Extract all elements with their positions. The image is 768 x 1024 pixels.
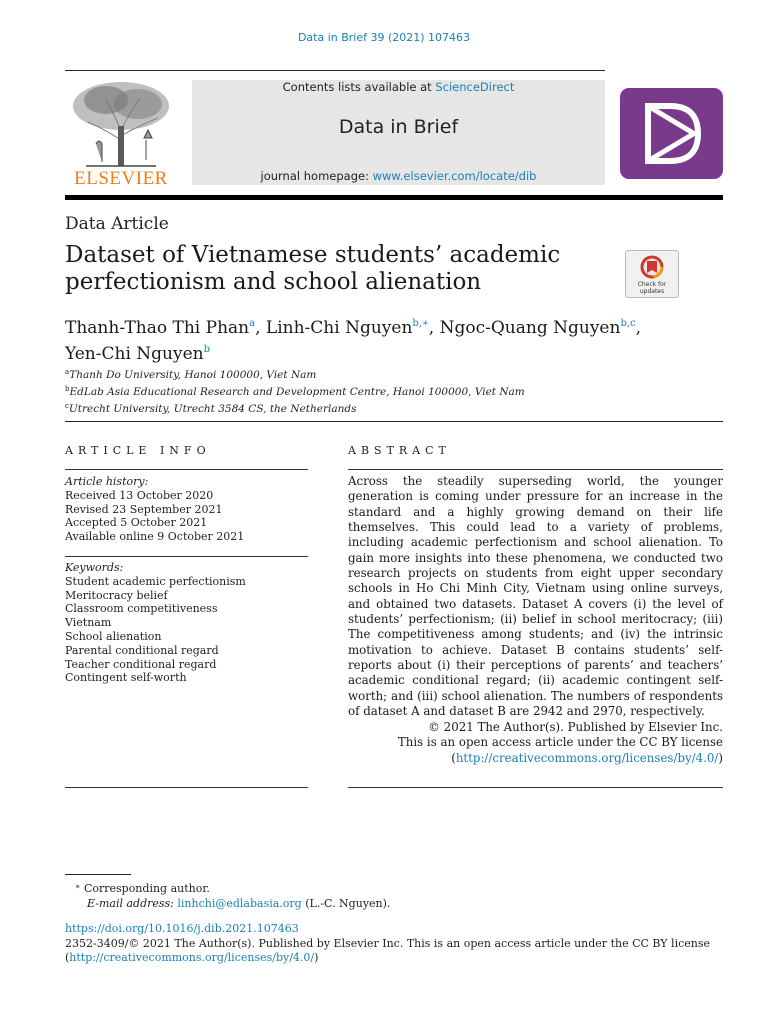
journal-name: Data in Brief: [338, 116, 459, 138]
author: Linh-Chi Nguyen: [265, 318, 413, 338]
license-line: This is an open access article under the CC BY license: [397, 735, 723, 750]
author: Thanh-Thao Thi Phan: [65, 318, 250, 338]
author-list: [65, 313, 715, 365]
data-in-brief-logo: [620, 88, 723, 179]
abstract-copyright: [348, 720, 723, 766]
affiliation: $^c$Utrecht University, Utrecht 3584 CS, the Netherlands: [65, 402, 357, 415]
keyword: Meritocracy belief: [65, 588, 168, 602]
abstract-rule: [348, 469, 723, 470]
keyword: Contingent self-worth: [65, 671, 187, 685]
abstract-rule: [348, 787, 723, 788]
keyword: Vietnam: [65, 616, 112, 630]
article-title: Dataset of Vietnamese students’ academic perfectionism and school alienation: [65, 242, 561, 295]
check-updates-icon: [626, 251, 678, 297]
keyword: Student academic perfectionism: [65, 574, 246, 588]
author-separator: ,: [428, 318, 440, 338]
check-for-updates-button[interactable]: [625, 250, 679, 298]
footer-license-link[interactable]: http://creativecommons.org/licenses/by/4.0/: [69, 951, 315, 965]
footnote: [65, 879, 715, 911]
email-note: E-mail address: linhchi@edlabasia.org (L.-C. Nguyen).: [87, 897, 391, 910]
keyword-list: [65, 561, 308, 685]
affiliation-list: [65, 365, 715, 416]
info-rule: [65, 469, 308, 470]
author-separator: ,: [255, 318, 266, 338]
affiliation: $^b$EdLab Asia Educational Research and Development Centre, Hanoi 100000, Viet Nam: [65, 385, 525, 398]
info-rule: [65, 787, 308, 788]
author-separator: ,: [635, 318, 642, 338]
abstract-text: Across the steadily superseding world, the younger generation is coming under pressure for an increase in the standard and a highly growing demand on their life themselves. This could lead to a variety of problems, including academic perfectionism and school alienation. To gain more insights into these phenomena, we conducted two research projects on students from eight upper secondary schools in Ho Chi Minh City, Vietnam using online surveys, and obtained two datasets. Dataset A covers (i) the level of students’ perfectionism; (ii) belief in school meritocracy; (iii) The competitiveness among students; and (iv) the intrinsic motivation to achieve. Dataset B contains students’ self-reports about (i) their perceptions of parents’ and teachers’ academic conditional regard; (ii) academic contingent self-worth; and (iii) school alienation. The numbers of respondents of dataset A and dataset B are 2942 and 2970, respectively.: [348, 474, 723, 719]
email-link[interactable]: linhchi@edlabasia.org: [177, 897, 302, 910]
article-info-heading: ARTICLE INFO: [65, 444, 211, 457]
article-type: Data Article: [65, 214, 169, 234]
license-link-line: (http://creativecommons.org/licenses/by/4.0/): [451, 750, 723, 765]
author-affiliation-marker[interactable]: b,∗: [412, 318, 429, 329]
history-label: Article history:: [65, 475, 149, 488]
issn-line: 2352-3409/© 2021 The Author(s). Published by Elsevier Inc. This is an open access article under the CC BY license: [65, 936, 710, 950]
article-history: [65, 475, 308, 544]
copyright-line: © 2021 The Author(s). Published by Elsevier Inc.: [428, 720, 723, 734]
author-affiliation-marker[interactable]: a: [249, 318, 256, 329]
dib-d-icon: [620, 88, 723, 179]
footnote-rule: [65, 874, 131, 875]
tree-icon: [66, 78, 176, 168]
author-affiliation-marker[interactable]: b,c: [620, 318, 636, 329]
keyword: School alienation: [65, 629, 162, 643]
history-item: Revised 23 September 2021: [65, 502, 223, 516]
history-item: Accepted 5 October 2021: [65, 516, 208, 530]
author: Yen-Chi Nguyen: [65, 344, 204, 364]
corresponding-author-note: ∗ Corresponding author.: [75, 882, 210, 895]
homepage-prefix: journal homepage:: [260, 169, 373, 183]
svg-text:updates: updates: [639, 288, 665, 295]
homepage-line: [192, 169, 605, 183]
license-link[interactable]: http://creativecommons.org/licenses/by/4.0/: [455, 750, 719, 765]
homepage-link[interactable]: www.elsevier.com/locate/dib: [372, 169, 537, 183]
page-footer: [65, 922, 745, 966]
author: Ngoc-Quang Nguyen: [439, 318, 621, 338]
section-divider: [65, 421, 723, 422]
history-item: Available online 9 October 2021: [65, 530, 245, 544]
doi-link[interactable]: https://doi.org/10.1016/j.dib.2021.107463: [65, 922, 299, 935]
keyword: Teacher conditional regard: [65, 657, 217, 671]
keyword: Classroom competitiveness: [65, 602, 218, 616]
journal-citation[interactable]: Data in Brief 39 (2021) 107463: [297, 31, 471, 44]
history-item: Received 13 October 2020: [65, 488, 214, 502]
contents-line: [192, 80, 605, 94]
header-rule: [65, 70, 605, 71]
keywords-label: Keywords:: [65, 561, 124, 574]
elsevier-wordmark: ELSEVIER: [74, 168, 168, 189]
keyword: Parental conditional regard: [65, 643, 219, 657]
affiliation: $^a$Thanh Do University, Hanoi 100000, Viet Nam: [65, 368, 317, 381]
header-thick-rule: [65, 195, 723, 200]
svg-text:Check for: Check for: [637, 281, 667, 288]
footer-license-line: (http://creativecommons.org/licenses/by/4.0/): [65, 951, 319, 965]
info-rule: [65, 556, 308, 557]
abstract-heading: ABSTRACT: [348, 444, 451, 457]
author-affiliation-marker[interactable]: b: [203, 344, 211, 355]
sciencedirect-link[interactable]: ScienceDirect: [435, 80, 515, 94]
contents-prefix: Contents lists available at: [282, 80, 436, 94]
